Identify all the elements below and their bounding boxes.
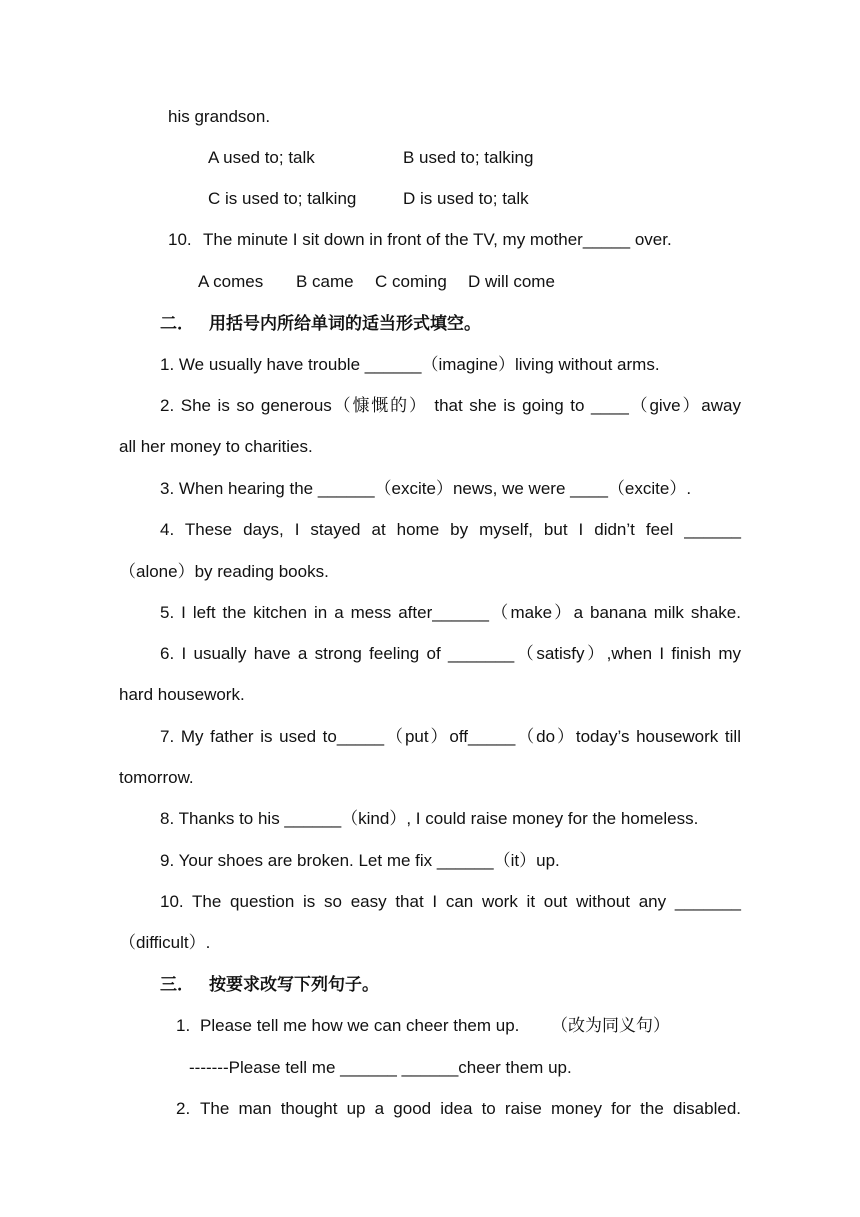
s2-item-6-line1: 6. I usually have a strong feeling of _______（satisfy）,when I finish my [160,644,741,663]
s2-item-2-line1: 2. She is so generous（慷慨的） that she is going to ____（give）away [160,396,741,415]
s3-item-1-number: 1. [176,1016,191,1035]
q9-option-c: C is used to; talking [208,189,357,208]
q9-tail: his grandson. [168,107,271,126]
s2-item-5: 5. I left the kitchen in a mess after______（make）a banana milk shake. [160,603,741,622]
q10-option-b: B came [296,272,354,291]
s2-item-6-line2: hard housework. [119,685,245,704]
section-2-number: 二． [160,314,194,334]
q9-option-a: A used to; talk [208,148,315,167]
s2-item-10-line1: 10. The question is so easy that I can work it out without any _______ [160,892,741,911]
s3-item-1-answer-line: -------Please tell me ______ ______cheer them up. [189,1058,572,1077]
s2-item-2-line2: all her money to charities. [119,437,313,456]
section-2-title: 用括号内所给单词的适当形式填空。 [209,314,481,334]
section-3-number: 三． [160,975,194,995]
s2-item-10-line2: （difficult）. [119,933,211,952]
section-3-title: 按要求改写下列句子。 [209,975,379,995]
s2-item-3: 3. When hearing the ______（excite）news, we were ____（excite）. [160,479,692,498]
s3-item-2-number: 2. [176,1099,191,1118]
s2-item-1: 1. We usually have trouble ______（imagine）living without arms. [160,355,660,374]
s2-item-7-line2: tomorrow. [119,768,194,787]
s3-item-1-instruction: （改为同义句） [551,1016,670,1036]
s2-item-4-line1: 4. These days, I stayed at home by myself, but I didn’t feel ______ [160,520,741,539]
q10-option-a: A comes [198,272,264,291]
s3-item-2-text: The man thought up a good idea to raise money for the disabled. [200,1099,741,1118]
q9-option-d: D is used to; talk [403,189,529,208]
q10-option-d: D will come [468,272,555,291]
s2-item-7-line1: 7. My father is used to_____（put）off_____（do）today’s housework till [160,727,741,746]
q10-number: 10. [168,230,192,249]
s2-item-8: 8. Thanks to his ______（kind）, I could raise money for the homeless. [160,809,699,828]
s3-item-1-text: Please tell me how we can cheer them up. [200,1016,520,1035]
q10-option-c: C coming [375,272,447,291]
s2-item-4-line2: （alone）by reading books. [119,562,329,581]
q9-option-b: B used to; talking [403,148,534,167]
q10-question: The minute I sit down in front of the TV, my mother_____ over. [203,230,672,249]
s2-item-9: 9. Your shoes are broken. Let me fix ______（it）up. [160,851,560,870]
